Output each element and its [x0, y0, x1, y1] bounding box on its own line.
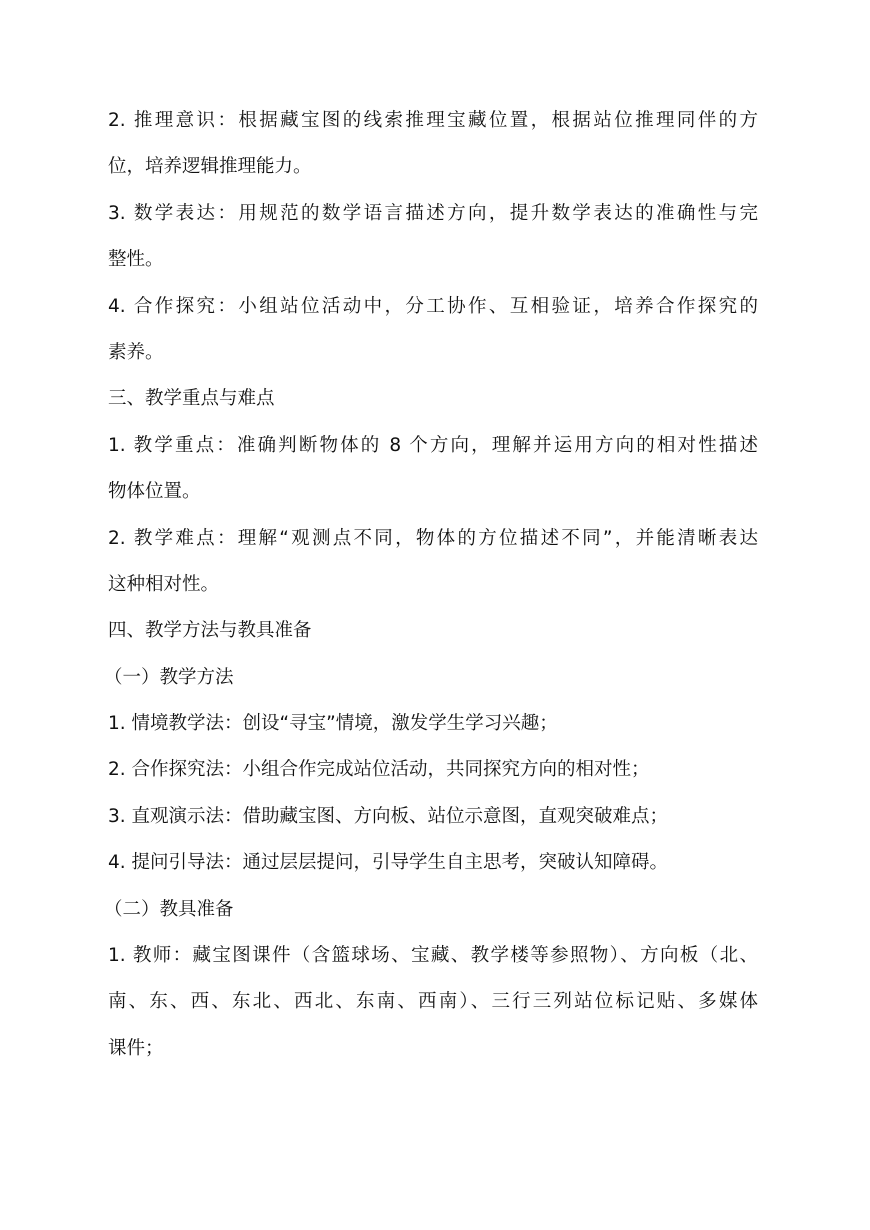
text-line: 位，培养逻辑推理能力。: [108, 156, 312, 178]
section-heading: 三、教学重点与难点: [108, 388, 275, 410]
text-line: 素养。: [108, 341, 164, 363]
text-line: 2. 教学难点：理解“观测点不同，物体的方位描述不同”，并能清晰表达: [108, 527, 758, 549]
text-line: 1. 情境教学法：创设“寻宝”情境，激发学生学习兴趣；: [108, 713, 558, 735]
text-line: 4. 合作探究：小组站位活动中，分工协作、互相验证，培养合作探究的: [108, 295, 758, 317]
text-line: 4. 提问引导法：通过层层提问，引导学生自主思考，突破认知障碍。: [108, 852, 669, 874]
text-line: 物体位置。: [108, 481, 201, 503]
text-line: 2. 推理意识：根据藏宝图的线索推理宝藏位置，根据站位推理同伴的方: [108, 110, 758, 131]
document-page: [104, 98, 758, 1072]
subsection-heading: （二）教具准备: [104, 898, 234, 920]
text-line: 南、东、西、东北、西北、东南、西南）、三行三列站位标记贴、多媒体: [108, 991, 758, 1013]
section-heading: 四、教学方法与教具准备: [108, 620, 312, 642]
text-line: 3. 数学表达：用规范的数学语言描述方向，提升数学表达的准确性与完: [108, 202, 758, 224]
text-line: 课件；: [108, 1037, 164, 1059]
text-line: 这种相对性。: [108, 573, 220, 595]
text-line: 1. 教师：藏宝图课件（含篮球场、宝藏、教学楼等参照物）、方向板（北、: [108, 945, 758, 967]
text-line: 整性。: [108, 249, 164, 271]
text-line: 1. 教学重点：准确判断物体的 8 个方向，理解并运用方向的相对性描述: [108, 434, 758, 456]
text-line: 2. 合作探究法：小组合作完成站位活动，共同探究方向的相对性；: [108, 759, 650, 781]
subsection-heading: （一）教学方法: [104, 666, 234, 688]
text-line: 3. 直观演示法：借助藏宝图、方向板、站位示意图，直观突破难点；: [108, 805, 669, 827]
